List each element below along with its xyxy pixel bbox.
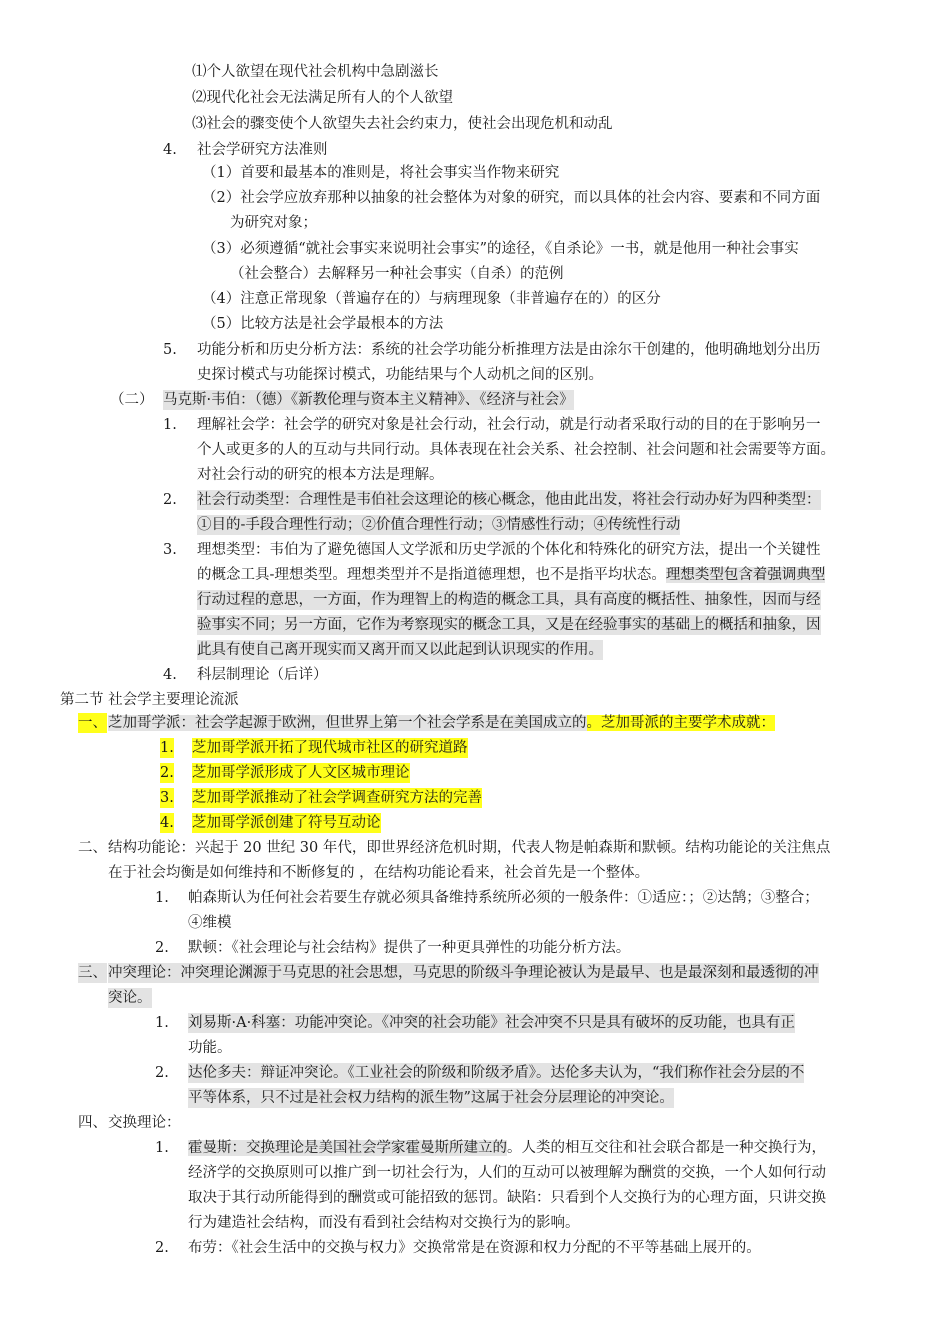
conflict-p1-line-1: 刘易斯·A·科塞：功能冲突论。《冲突的社会功能》社会冲突不只是具有破坏的反功能，也具有正 bbox=[188, 1015, 795, 1031]
weber-p3-number: 3. bbox=[163, 542, 177, 558]
chicago-item-4-number: 4. bbox=[160, 815, 174, 831]
weber-p4-number: 4. bbox=[163, 667, 177, 683]
weber-p3-line-4: 验事实不同；另一方面，它作为考察现实的概念工具，又是在经验事实的基础上的概括和抽象，因 bbox=[197, 617, 821, 633]
structural-p2-text: 默顿：《社会理论与社会结构》提供了一种更具弹性的功能分析方法。 bbox=[188, 940, 631, 956]
method-rule-2: （2）社会学应放弃那种以抽象的社会整体为对象的研究，而以具体的社会内容、要素和不同方面 bbox=[202, 190, 821, 206]
weber-number: （二） bbox=[110, 392, 154, 408]
structural-p1-number: 1. bbox=[155, 890, 169, 906]
exchange-p1-line-1-rest: 。人类的相互交往和社会联合都是一种交换行为， bbox=[507, 1140, 826, 1156]
exchange-p2-number: 2. bbox=[155, 1240, 169, 1256]
method-rule-4: （4）注意正常现象（普遍存在的）与病理现象（非普遍存在的）的区分 bbox=[202, 291, 661, 307]
chicago-item-2: 芝加哥学派形成了人文区城市理论 bbox=[192, 765, 410, 781]
anomie-item-3: ⑶社会的骤变使个人欲望失去社会约束力，使社会出现危机和动乱 bbox=[192, 116, 613, 132]
conflict-number: 三、 bbox=[78, 965, 107, 981]
exchange-p2-text: 布劳：《社会生活中的交换与权力》交换常常是在资源和权力分配的不平等基础上展开的。 bbox=[188, 1240, 761, 1256]
method-rule-5: （5）比较方法是社会学最根本的方法 bbox=[202, 316, 444, 332]
exchange-p1-highlight: 霍曼斯：交换理论是美国社会学家霍曼斯所建立的 bbox=[188, 1140, 507, 1156]
conflict-p1-line-2: 功能。 bbox=[188, 1040, 232, 1056]
weber-p4-text: 科层制理论（后详） bbox=[197, 667, 328, 683]
chicago-number: 一、 bbox=[78, 715, 107, 731]
weber-p3-line-1: 理想类型：韦伯为了避免德国人文学派和历史学派的个体化和特殊化的研究方法，提出一个关键性 bbox=[197, 542, 821, 558]
conflict-line-2: 突论。 bbox=[108, 990, 152, 1006]
method-rule-3: （3）必须遵循“就社会事实来说明社会事实”的途径，《自杀论》一书，就是他用一种社会事实 bbox=[202, 241, 799, 257]
exchange-p1-line-4: 行为建造社会结构，而没有看到社会结构对交换行为的影响。 bbox=[188, 1215, 580, 1231]
weber-p3-line-3: 行动过程的意思，一方面，作为理智上的构造的概念工具，具有高度的概括性、抽象性，因而与经 bbox=[197, 592, 821, 608]
weber-p1-line-1: 理解社会学：社会学的研究对象是社会行动，社会行动，就是行动者采取行动的目的在于影响另一 bbox=[197, 417, 821, 433]
conflict-line-1: 冲突理论：冲突理论渊源于马克思的社会思想，马克思的阶级斗争理论被认为是最早、也是最深刻和最透彻的冲 bbox=[108, 965, 819, 981]
weber-p3-line-2-highlight: 理想类型包含着强调典型 bbox=[665, 567, 826, 583]
exchange-p1-line-1 bbox=[188, 1138, 826, 1158]
weber-p1-number: 1. bbox=[163, 417, 177, 433]
chicago-item-2-number: 2. bbox=[160, 765, 174, 781]
weber-p2-line-1: 社会行动类型：合理性是韦伯社会这理论的核心概念，他由此出发，将社会行动办好为四种类型： bbox=[197, 492, 821, 508]
conflict-p1-number: 1. bbox=[155, 1015, 169, 1031]
analysis-methods-line-1: 功能分析和历史分析方法：系统的社会学功能分析推理方法是由涂尔干创建的，他明确地划分出历 bbox=[197, 342, 821, 358]
structural-p1-line-2: ④维模 bbox=[188, 915, 232, 931]
weber-p2-line-2: ①目的-手段合理性行动；②价值合理性行动；③情感性行动；④传统性行动 bbox=[197, 517, 681, 533]
weber-title: 马克斯·韦伯：（德）《新教伦理与资本主义精神》、《经济与社会》 bbox=[163, 392, 574, 408]
weber-p3-line-2-plain: 的概念工具-理想类型。理想类型并不是指道德理想，也不是指平均状态。 bbox=[197, 567, 666, 583]
section-2-title: 第二节 社会学主要理论流派 bbox=[60, 692, 239, 708]
weber-p1-line-2: 个人或更多的人的互动与共同行动。具体表现在社会关系、社会控制、社会问题和社会需要等方面。 bbox=[197, 442, 835, 458]
analysis-methods-line-2: 史探讨模式与功能探讨模式，功能结果与个人动机之间的区别。 bbox=[197, 367, 603, 383]
conflict-p2-line-2: 平等体系，只不过是社会权力结构的派生物”这属于社会分层理论的冲突论。 bbox=[188, 1090, 674, 1106]
chicago-item-1: 芝加哥学派开拓了现代城市社区的研究道路 bbox=[192, 740, 468, 756]
method-rules-number: 4. bbox=[163, 142, 177, 158]
chicago-line-text: 芝加哥学派：社会学起源于欧洲，但世界上第一个社会学系是在美国成立的 bbox=[108, 715, 587, 731]
conflict-p2-number: 2. bbox=[155, 1065, 169, 1081]
method-rule-3-cont: （社会整合）去解释另一种社会事实（自杀）的范例 bbox=[230, 266, 564, 282]
anomie-item-1: ⑴个人欲望在现代社会机构中急剧滋长 bbox=[192, 64, 439, 80]
chicago-line bbox=[108, 713, 775, 733]
method-rule-1: （1）首要和最基本的准则是，将社会事实当作物来研究 bbox=[202, 165, 560, 181]
method-rules-title: 社会学研究方法准则 bbox=[197, 142, 328, 158]
structural-number: 二、 bbox=[78, 840, 107, 856]
anomie-item-2: ⑵现代化社会无法满足所有人的个人欲望 bbox=[192, 90, 453, 106]
structural-line-1: 结构功能论：兴起于 20 世纪 30 年代，即世界经济危机时期，代表人物是帕森斯和默顿。结构功能论的关注焦点 bbox=[108, 840, 831, 856]
conflict-p2-line-1: 达伦多夫：辩证冲突论。《工业社会的阶级和阶级矛盾》。达伦多夫认为，“我们称作社会分层的不 bbox=[188, 1065, 805, 1081]
chicago-item-3-number: 3. bbox=[160, 790, 174, 806]
exchange-p1-line-3: 取决于其行动所能得到的酬赏或可能招致的惩罚。缺陷：只看到个人交换行为的心理方面，只讲交换 bbox=[188, 1190, 826, 1206]
structural-line-2: 在于社会均衡是如何维持和不断修复的 ，在结构功能论看来，社会首先是一个整体。 bbox=[108, 865, 650, 881]
weber-p3-line-2 bbox=[197, 565, 825, 585]
exchange-number: 四、 bbox=[78, 1115, 107, 1131]
weber-p1-line-3: 对社会行动的研究的根本方法是理解。 bbox=[197, 467, 444, 483]
structural-p1-line-1: 帕森斯认为任何社会若要生存就必须具备维持系统所必须的一般条件：①适应：；②达鹄；③整合； bbox=[188, 890, 819, 906]
chicago-item-3: 芝加哥学派推动了社会学调查研究方法的完善 bbox=[192, 790, 482, 806]
analysis-methods-number: 5. bbox=[163, 342, 177, 358]
structural-p2-number: 2. bbox=[155, 940, 169, 956]
method-rule-2-cont: 为研究对象； bbox=[230, 215, 317, 231]
exchange-title: 交换理论： bbox=[108, 1115, 181, 1131]
chicago-item-1-number: 1. bbox=[160, 740, 174, 756]
chicago-item-4: 芝加哥学派创建了符号互动论 bbox=[192, 815, 381, 831]
weber-p3-line-5: 此具有使自己离开现实而又离开而又以此起到认识现实的作用。 bbox=[197, 642, 603, 658]
exchange-p1-number: 1. bbox=[155, 1140, 169, 1156]
chicago-achievements-lead: 。芝加哥派的主要学术成就： bbox=[586, 715, 775, 731]
exchange-p1-line-2: 经济学的交换原则可以推广到一切社会行为，人们的互动可以被理解为酬赏的交换，一个人如何行动 bbox=[188, 1165, 826, 1181]
weber-p2-number: 2. bbox=[163, 492, 177, 508]
